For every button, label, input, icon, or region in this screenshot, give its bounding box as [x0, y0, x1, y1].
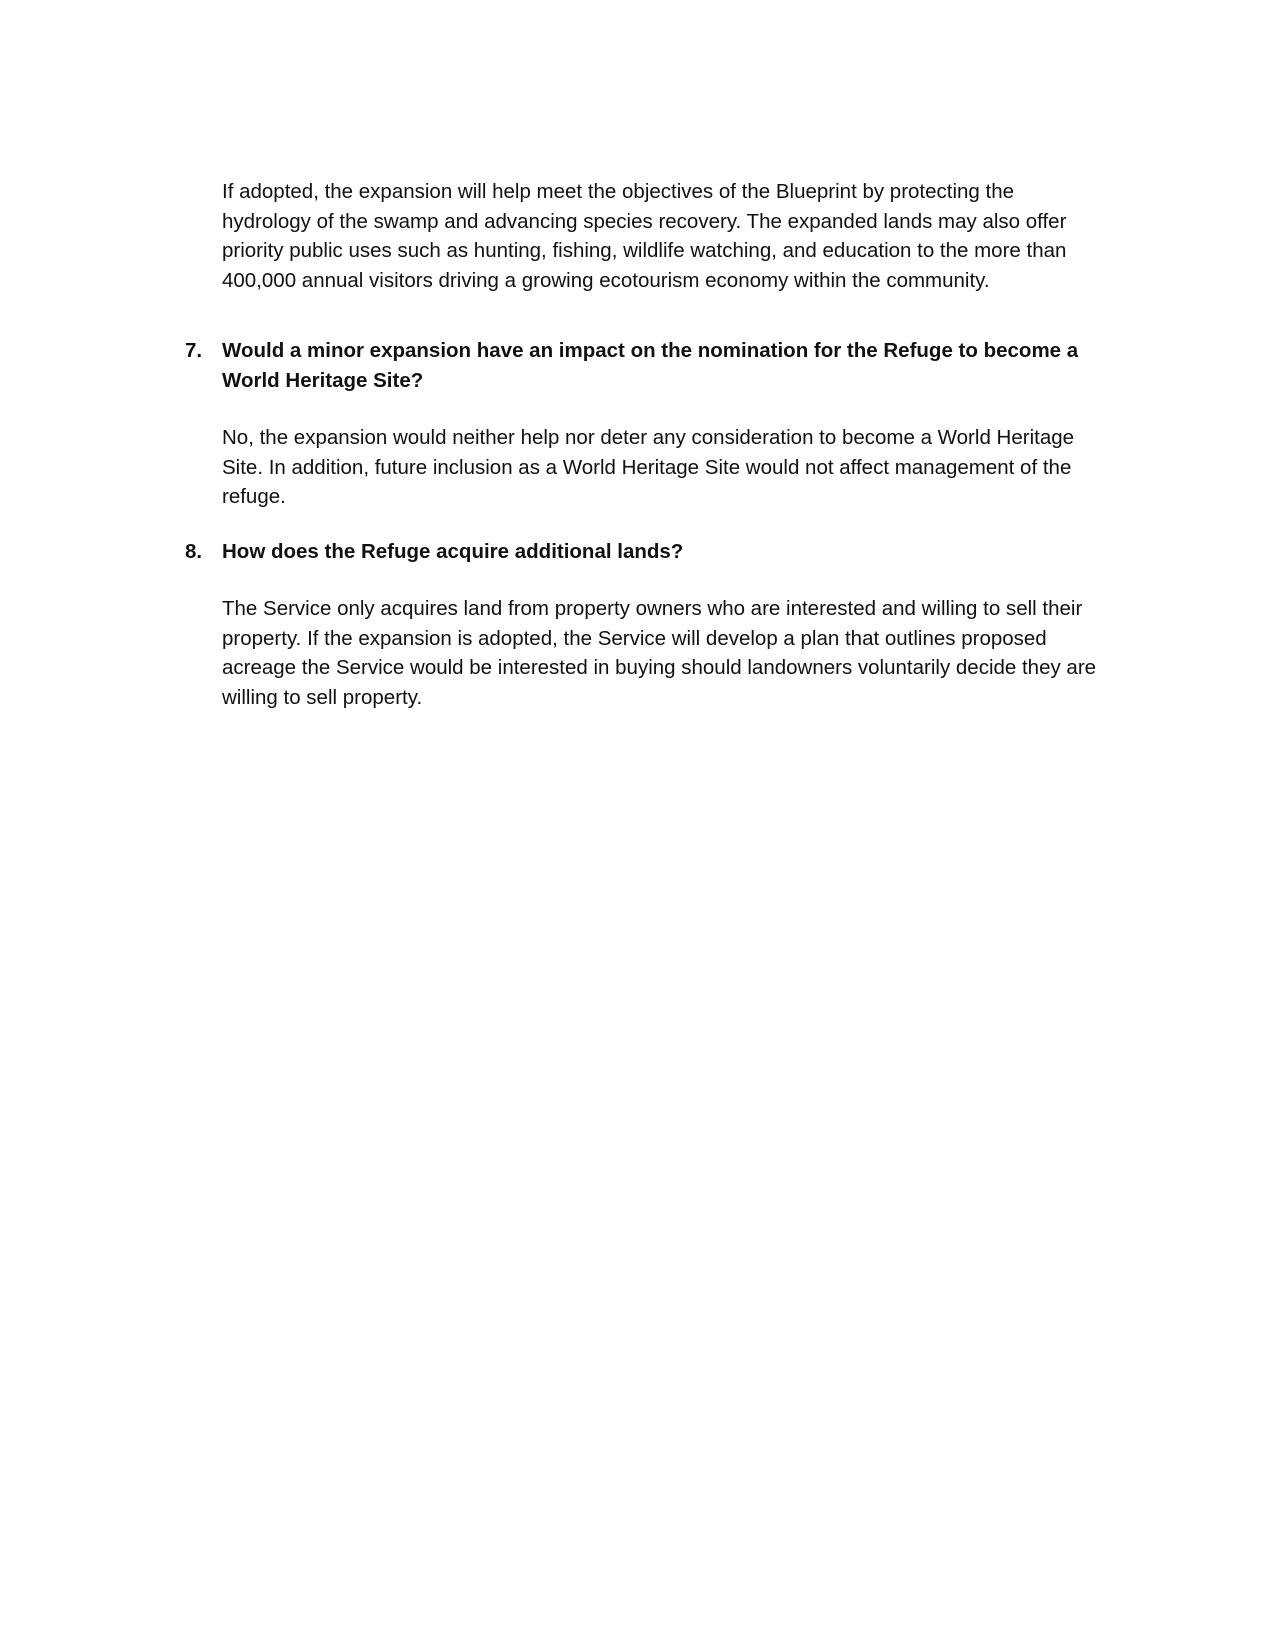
- question-line: World Heritage Site?: [222, 368, 424, 392]
- question-number: 7.: [185, 339, 203, 362]
- paragraph-line: property. If the expansion is adopted, the Service will develop a plan that outlines proposed: [222, 626, 1047, 650]
- answer-7: [222, 423, 1122, 512]
- question-7: [185, 336, 1125, 396]
- paragraph-line: priority public uses such as hunting, fishing, wildlife watching, and education to the more than: [222, 239, 1067, 262]
- question-text: [222, 336, 1078, 395]
- question-line: How does the Refuge acquire additional lands?: [222, 540, 684, 563]
- paragraph-line: hydrology of the swamp and advancing species recovery. The expanded lands may also offer: [222, 209, 1067, 233]
- question-8: [185, 537, 1125, 567]
- question-text: [222, 537, 683, 567]
- paragraph-line: acreage the Service would be interested in buying should landowners voluntarily decide they are: [222, 656, 1097, 679]
- paragraph-line: Site. In addition, future inclusion as a World Heritage Site would not affect management of the: [222, 455, 1072, 479]
- question-number: 8.: [185, 540, 203, 563]
- paragraph-line: 400,000 annual visitors driving a growing ecotourism economy within the community.: [222, 268, 990, 292]
- paragraph-line: No, the expansion would neither help nor deter any consideration to become a World Heritage: [222, 426, 1075, 449]
- question-line: Would a minor expansion have an impact on the nomination for the Refuge to become a: [222, 339, 1079, 362]
- answer-8: [222, 594, 1122, 712]
- paragraph-line: The Service only acquires land from property owners who are interested and willing to sell their: [222, 597, 1083, 620]
- paragraph-line: If adopted, the expansion will help meet the objectives of the Blueprint by protecting the: [222, 180, 1015, 203]
- paragraph-line: willing to sell property.: [222, 685, 423, 709]
- paragraph-line: refuge.: [222, 485, 286, 508]
- intro-paragraph: [222, 177, 1122, 295]
